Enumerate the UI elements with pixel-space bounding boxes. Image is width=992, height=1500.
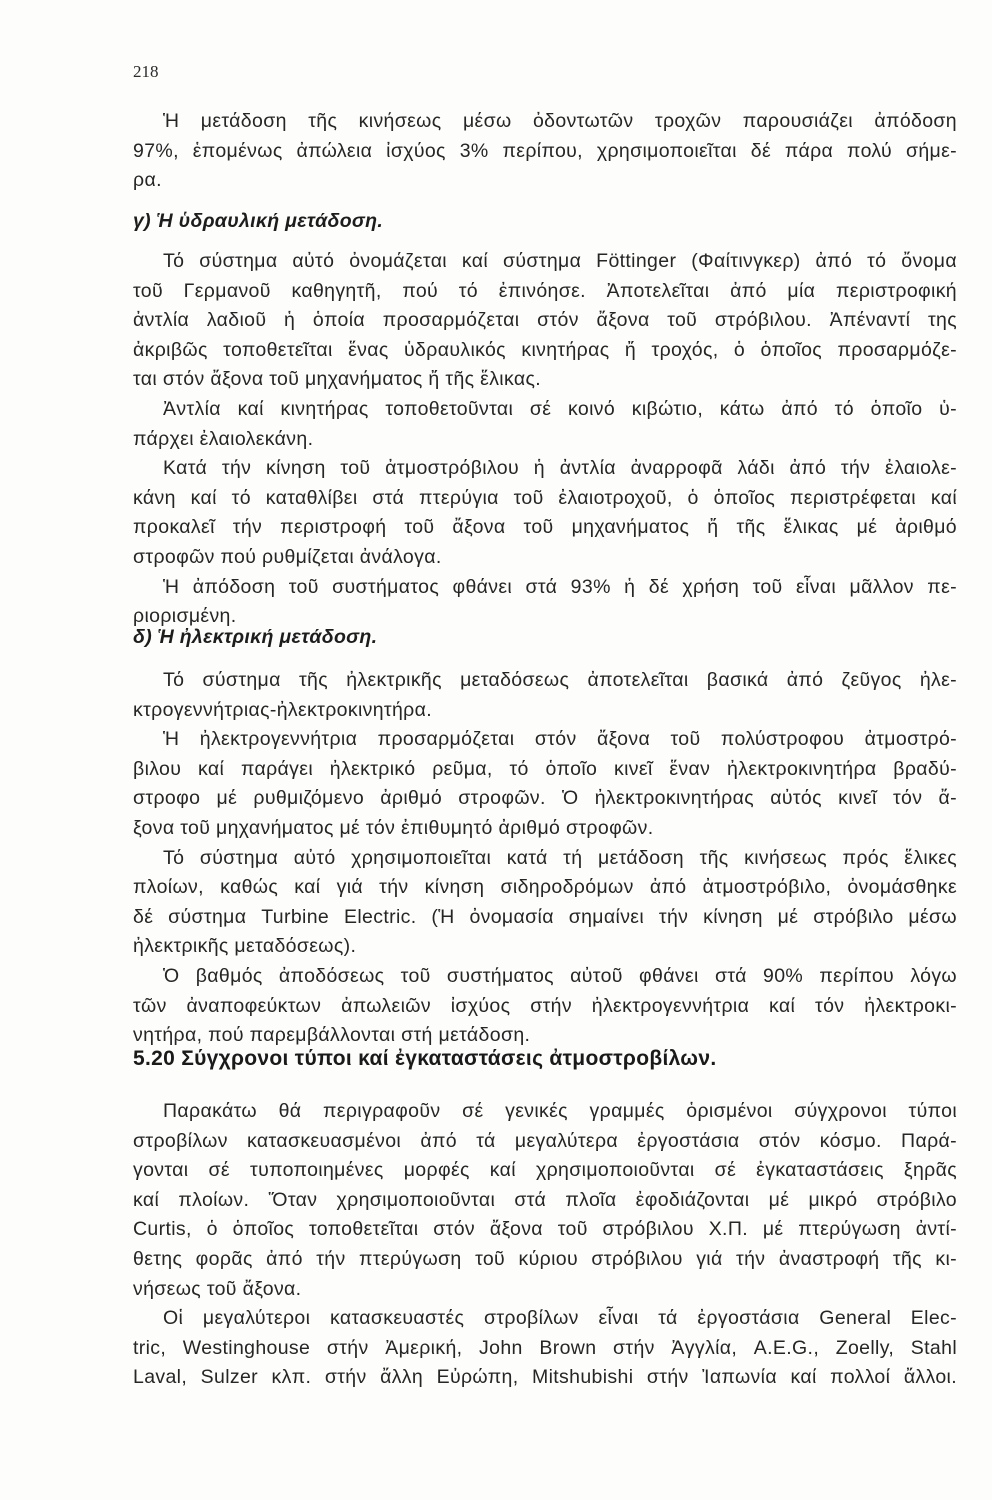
text-line: ρα. bbox=[133, 169, 162, 192]
section-hydraulic-transmission bbox=[133, 207, 957, 237]
section-heading: γ) Ἡ ὑδραυλική μετάδοση. bbox=[133, 210, 384, 232]
text-line: στροφο μέ ρυθμιζόμενο ἀριθμό στροφῶν. Ὁ ἠλεκτροκινητήρας αὐτός κινεῖ τόν ἄ- bbox=[133, 787, 957, 810]
text-line: τοῦ Γερμανοῦ καθηγητῆ, πού τό ἐπινόησε. Ἀποτελεῖται ἀπό μία περιστροφική bbox=[133, 279, 957, 302]
text-line: καί πλοίων. Ὅταν χρησιμοποιοῦνται στά πλοῖα ἐφοδιάζονται μέ μικρό στρόβιλο bbox=[133, 1188, 957, 1211]
intro-paragraph bbox=[133, 107, 957, 196]
text-line: ριορισμένη. bbox=[133, 605, 237, 628]
text-line: βιλου καί παράγει ἠλεκτρικό ρεῦμα, τό ὁποῖο κινεῖ ἕναν ἠλεκτροκινητήρα βραδύ- bbox=[133, 757, 957, 780]
section-electric-transmission bbox=[133, 623, 957, 653]
text-line: τῶν ἀναποφεύκτων ἀπωλειῶν ἰσχύος στήν ἠλεκτρογεννήτρια καί τόν ἠλεκτροκι- bbox=[133, 994, 957, 1017]
text-line: κάνη καί τό καταθλίβει στά πτερύγια τοῦ ἐλαιοτροχοῦ, ὁ ὁποῖος περιστρέφεται καί bbox=[133, 486, 957, 509]
text-line: Ἡ ἀπόδοση τοῦ συστήματος φθάνει στά 93% ἡ δέ χρήση τοῦ εἶναι μᾶλλον πε- bbox=[163, 575, 957, 598]
text-line: ἀκριβῶς τοποθετεῖται ἕνας ὑδραυλικός κινητήρας ἤ τροχός, ὁ ὁποῖος προσαρμόζε- bbox=[133, 338, 957, 361]
text-line: Οἱ μεγαλύτεροι κατασκευαστές στροβίλων εἶναι τά ἐργοστάσια General Elec- bbox=[163, 1307, 957, 1330]
text-line: Curtis, ὁ ὁποῖος τοποθετεῖται στόν ἄξονα τοῦ στρόβιλου Χ.Π. μέ πτερύγωση ἀντί- bbox=[133, 1218, 957, 1241]
text-line: Τό σύστημα τῆς ἠλεκτρικῆς μεταδόσεως ἀποτελεῖται βασικά ἀπό ζεῦγος ἠλε- bbox=[163, 669, 957, 691]
text-line: Ἀντλία καί κινητήρας τοποθετοῦνται σέ κοινό κιβώτιο, κάτω ἀπό τό ὁποῖο ὑ- bbox=[163, 397, 957, 420]
text-line: πάρχει ἐλαιολεκάνη. bbox=[133, 427, 314, 450]
text-line: νητήρα, πού παρεμβάλλονται στή μετάδοση. bbox=[133, 1024, 531, 1047]
section-heading: δ) Ἡ ἠλεκτρική μετάδοση. bbox=[133, 626, 378, 648]
text-line: ξονα τοῦ μηχανήματος μέ τόν ἐπιθυμητό ἀριθμό στροφῶν. bbox=[133, 816, 654, 839]
text-line: 97%, ἑπομένως ἀπώλεια ἰσχύος 3% περίπου, χρησιμοποιεῖται δέ πάρα πολύ σήμε- bbox=[133, 139, 957, 162]
page-number: 218 bbox=[133, 62, 159, 81]
section-5-20-heading: 5.20 Σύγχρονοι τύποι καί ἐγκαταστάσεις ἀτμοστροβίλων. bbox=[133, 1047, 717, 1070]
text-line: ἀντλία λαδιοῦ ἡ ὁποία προσαρμόζεται στόν ἄξονα τοῦ στρόβιλου. Ἀπέναντί της bbox=[133, 309, 957, 332]
text-line: προκαλεῖ τήν περιστροφή τοῦ ἄξονα τοῦ μηχανήματος ἤ τῆς ἕλικας μέ ἀριθμό bbox=[133, 516, 957, 539]
electric-transmission-body bbox=[133, 666, 957, 1051]
text-line: Laval, Sulzer κλπ. στήν ἄλλη Εὐρώπη, Mitshubishi στήν Ἰαπωνία καί πολλοί ἄλλοι. bbox=[133, 1366, 957, 1389]
text-line: Ὁ βαθμός ἀποδόσεως τοῦ συστήματος αὐτοῦ φθάνει στά 90% περίπου λόγω bbox=[163, 964, 957, 987]
text-line: Κατά τήν κίνηση τοῦ ἀτμοστρόβιλου ἡ ἀντλία ἀναρροφᾶ λάδι ἀπό τήν ἐλαιολε- bbox=[163, 457, 957, 480]
text-line: στροφῶν πού ρυθμίζεται ἀνάλογα. bbox=[133, 545, 442, 568]
text-line: νήσεως τοῦ ἄξονα. bbox=[133, 1277, 302, 1300]
text-line: Παρακάτω θά περιγραφοῦν σέ γενικές γραμμές ὁρισμένοι σύγχρονοι τύποι bbox=[163, 1100, 957, 1122]
text-line: θετης φορᾶς ἀπό τήν πτερύγωση τοῦ κύριου στρόβιλου γιά τήν ἀναστροφή τῆς κι- bbox=[133, 1247, 957, 1270]
section-5-20-body bbox=[133, 1097, 957, 1393]
text-line: δέ σύστημα Turbine Electric. (Ἡ ὀνομασία σημαίνει τήν κίνηση μέ στρόβιλο μέσω bbox=[133, 905, 957, 928]
text-line: στροβίλων κατασκευασμένοι ἀπό τά μεγαλύτερα ἐργοστάσια στόν κόσμο. Παρά- bbox=[133, 1129, 957, 1152]
text-line: Τό σύστημα αὐτό ὀνομάζεται καί σύστημα Föttinger (Φαίτινγκερ) ἀπό τό ὄνομα bbox=[163, 250, 957, 272]
text-line: tric, Westinghouse στήν Ἀμερική, John Brown στήν Ἀγγλία, A.E.G., Zoelly, Stahl bbox=[133, 1336, 957, 1359]
text-line: Τό σύστημα αὐτό χρησιμοποιεῖται κατά τή μετάδοση τῆς κινήσεως πρός ἕλικες bbox=[163, 846, 957, 869]
hydraulic-transmission-body bbox=[133, 247, 957, 632]
text-line: Ἡ μετάδοση τῆς κινήσεως μέσω ὀδοντωτῶν τροχῶν παρουσιάζει ἀπόδοση bbox=[163, 110, 957, 132]
text-line: ἠλεκτρικῆς μεταδόσεως). bbox=[133, 935, 357, 958]
text-line: ται στόν ἄξονα τοῦ μηχανήματος ἤ τῆς ἕλικας. bbox=[133, 368, 541, 391]
text-line: γονται σέ τυποποιημένες μορφές καί χρησιμοποιοῦνται σέ ἐγκαταστάσεις ξηρᾶς bbox=[133, 1159, 957, 1182]
text-line: πλοίων, καθώς καί γιά τήν κίνηση σιδηροδρόμων ἀπό ἀτμοστρόβιλο, ὀνομάσθηκε bbox=[133, 876, 957, 899]
text-line: Ἡ ἠλεκτρογεννήτρια προσαρμόζεται στόν ἄξονα τοῦ πολύστροφου ἀτμοστρό- bbox=[163, 728, 957, 751]
text-line: κτρογεννήτριας-ἠλεκτροκινητήρα. bbox=[133, 698, 433, 721]
